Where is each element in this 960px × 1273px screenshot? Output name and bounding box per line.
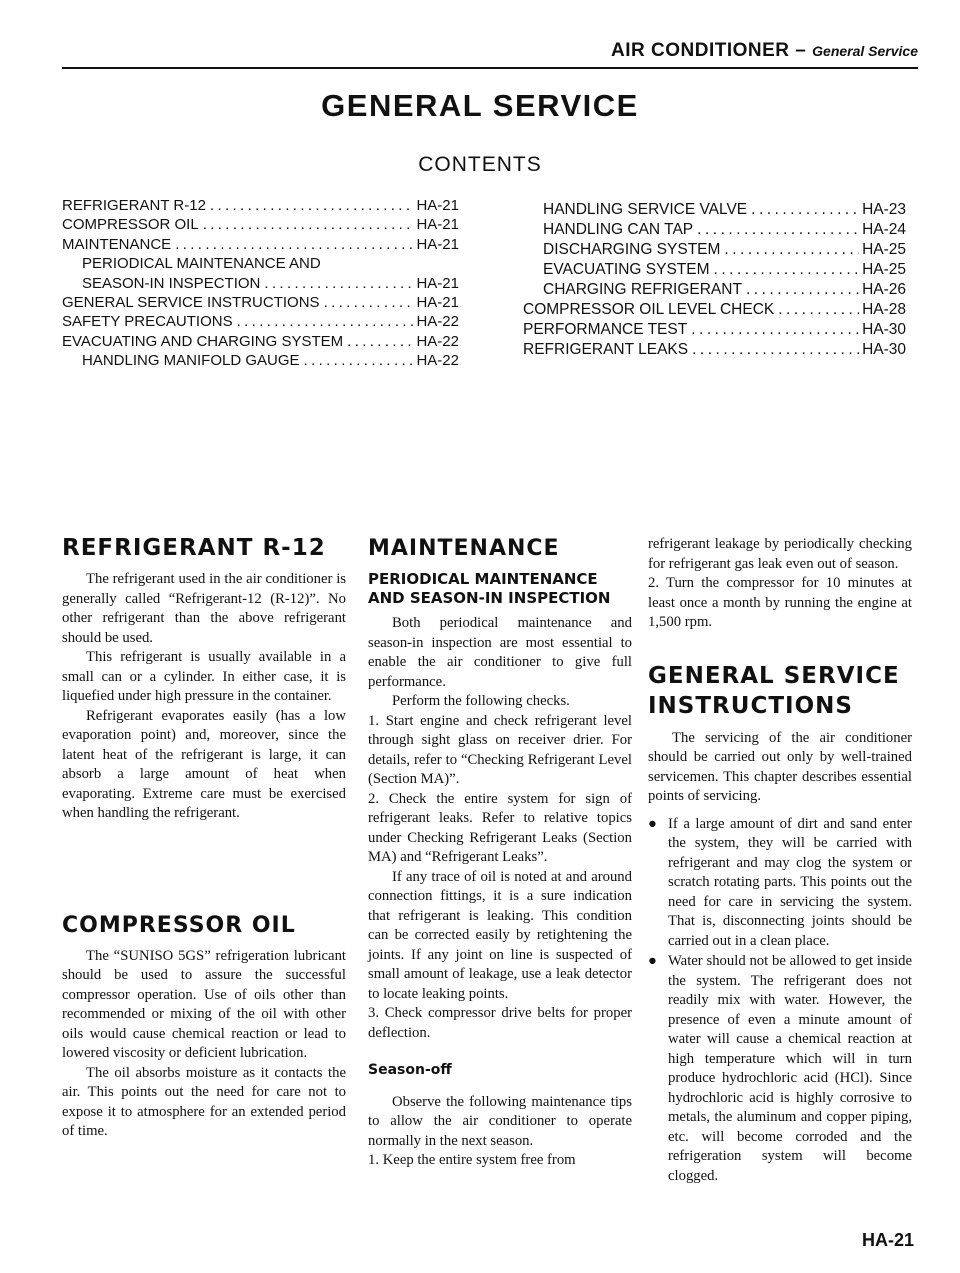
- heading-periodical-maintenance: PERIODICAL MAINTENANCE AND SEASON-IN INSPECTION: [368, 570, 611, 607]
- toc-entry: [523, 200, 906, 220]
- toc-entry: [523, 340, 906, 360]
- toc-right-column: [523, 200, 906, 360]
- header-main: AIR CONDITIONER: [611, 40, 790, 61]
- toc-entry: [62, 293, 459, 312]
- header-separator: –: [789, 40, 813, 61]
- toc-entry-page: HA-21: [416, 274, 459, 292]
- toc-entry-title: REFRIGERANT LEAKS: [523, 341, 689, 358]
- toc-entry-title: COMPRESSOR OIL: [62, 216, 199, 234]
- header-rule: [62, 67, 918, 69]
- toc-leader-dots: [175, 235, 413, 254]
- paragraph: The servicing of the air conditioner should be carried out only by well-trained servicemen. This chapter describes essential points of servicing.: [648, 729, 912, 804]
- contents-title: CONTENTS: [418, 153, 542, 176]
- toc-entry-title: SAFETY PRECAUTIONS: [62, 313, 233, 331]
- heading-refrigerant-r12: REFRIGERANT R-12: [62, 535, 326, 561]
- paragraph: Perform the following checks.: [392, 693, 570, 709]
- toc-entry-page: HA-24: [862, 221, 906, 238]
- toc-entry-title: PERIODICAL MAINTENANCE AND: [82, 255, 321, 273]
- toc-entry: [523, 240, 906, 260]
- toc-leader-dots: [714, 260, 860, 280]
- bullet-item: [648, 952, 912, 1186]
- toc-entry-title: DISCHARGING SYSTEM: [543, 241, 721, 258]
- toc-entry-page: HA-22: [416, 352, 459, 370]
- toc-entry: [62, 235, 459, 254]
- paragraph: Both periodical maintenance and season-in inspection are most essential to enable the air conditioner to give full performance.: [368, 615, 632, 690]
- paragraph: This refrigerant is usually available in a small can or a cylinder. In either case, it is liquefied under high pressure in the container.: [62, 649, 346, 704]
- text-column-3: [648, 535, 912, 1186]
- toc-leader-dots: [264, 274, 413, 293]
- heading-general-service-instructions: GENERAL SERVICE INSTRUCTIONS: [648, 662, 900, 719]
- toc-entry-page: HA-25: [862, 261, 906, 278]
- toc-entry: [523, 260, 906, 280]
- spacer: [62, 824, 346, 912]
- paragraph: refrigerant leakage by periodically checking for refrigerant gas leak even out of season.: [648, 536, 912, 572]
- toc-entry-title: MAINTENANCE: [62, 235, 172, 253]
- toc-entry-page: HA-28: [862, 301, 906, 318]
- toc-entry-title: HANDLING CAN TAP: [543, 221, 694, 238]
- toc-entry: [62, 274, 459, 293]
- toc-leader-dots: [692, 340, 859, 360]
- paragraph: Refrigerant evaporates easily (has a low evaporation point) and, moreover, since the latent heat of the refrigerant is large, it can absorb a large amount of heat when evaporating. Extreme care must be exercised when handling the refrigerant.: [62, 707, 346, 821]
- text-column-1: [62, 535, 346, 1142]
- page-number: HA-21: [861, 1230, 914, 1250]
- toc-entry-page: HA-30: [862, 341, 906, 358]
- toc-entry-page: HA-21: [416, 216, 459, 234]
- numbered-step: 1. Start engine and check refrigerant level through sight glass on receiver drier. For details, refer to “Checking Refrigerant Level (Section MA)”.: [368, 712, 632, 787]
- numbered-step: 2. Turn the compressor for 10 minutes at least once a month by running the engine at 1,500 rpm.: [648, 575, 912, 630]
- toc-entry-title: PERFORMANCE TEST: [523, 321, 688, 338]
- toc-entry-title: GENERAL SERVICE INSTRUCTIONS: [62, 294, 320, 312]
- bullet-icon: ●: [648, 953, 657, 969]
- toc-entry-page: HA-30: [862, 321, 906, 338]
- paragraph: Observe the following maintenance tips to allow the air conditioner to operate normally in the next season.: [368, 1093, 632, 1149]
- toc-entry: [523, 280, 906, 300]
- paragraph: The refrigerant used in the air conditioner is generally called “Refrigerant-12 (R-12)”. No other refrigerant than the above refrigerant should be used.: [62, 571, 346, 646]
- toc-entry: [523, 320, 906, 340]
- toc-left-column: [62, 196, 459, 371]
- toc-entry-page: HA-26: [862, 281, 906, 298]
- toc-leader-dots: [751, 200, 859, 220]
- toc-entry: [523, 220, 906, 240]
- toc-leader-dots: [237, 312, 414, 331]
- toc-entry: [62, 196, 459, 215]
- toc-entry: [62, 332, 459, 351]
- heading-maintenance: MAINTENANCE: [368, 536, 560, 561]
- toc-leader-dots: [691, 320, 859, 340]
- toc-entry-title: SEASON-IN INSPECTION: [82, 274, 261, 292]
- toc-entry: [62, 215, 459, 234]
- toc-leader-dots: [324, 293, 414, 312]
- bullet-icon: ●: [648, 815, 657, 832]
- toc-entry-page: HA-21: [416, 235, 459, 253]
- toc-entry: [62, 351, 459, 370]
- heading-season-off: Season-off: [368, 1062, 452, 1078]
- toc-entry-page: HA-25: [862, 241, 906, 258]
- text-column-2: [368, 535, 632, 1171]
- toc-leader-dots: [778, 300, 859, 320]
- paragraph: The “SUNISO 5GS” refrigeration lubricant should be used to assure the successful compressor operation. Use of oils other than recommended or mixing of the oil with other oils would cause chemical reaction or lead to lowered viscosity or deficient lubrication.: [62, 947, 346, 1061]
- numbered-step: 3. Check compressor drive belts for proper deflection.: [368, 1005, 632, 1041]
- toc-leader-dots: [697, 220, 859, 240]
- paragraph: If any trace of oil is noted at and around connection fittings, it is a sure indication that refrigerant is leaking. This condition can be corrected easily by retightening the joints. If any joint on line is suspected of small amount of leakage, use a leak detector to locate leaking points.: [368, 868, 632, 1002]
- paragraph: The oil absorbs moisture as it contacts the air. This points out the need for care not to expose it to atmosphere for an extended period of time.: [62, 1064, 346, 1139]
- toc-entry-title: HANDLING MANIFOLD GAUGE: [82, 352, 300, 370]
- toc-leader-dots: [746, 280, 859, 300]
- bullet-text: Water should not be allowed to get inside the system. The refrigerant does not readily mix with water. However, the presence of even a minute amount of water will cause a chemical reaction at high temperature which will in turn produce hydrochloric acid (HCl). Since hydrochloric acid is highly corrosive to metals, the aluminum and copper piping, etc. will become corroded and the refrigeration system will become clogged.: [668, 953, 912, 1184]
- toc-entry-title: REFRIGERANT R-12: [62, 197, 206, 214]
- toc-leader-dots: [347, 332, 413, 351]
- toc-leader-dots: [203, 215, 414, 234]
- toc-leader-dots: [210, 196, 414, 215]
- toc-entry-page: HA-22: [416, 332, 459, 350]
- numbered-step: 1. Keep the entire system free from: [368, 1152, 576, 1168]
- bullet-text: If a large amount of dirt and sand enter the system, they will be carried with refrigerant and may clog the system or scratch rotating parts. This points out the need for care in servicing the system. That is, disconnecting joints should be carried out in a clean place.: [668, 815, 912, 949]
- toc-entry-title: EVACUATING SYSTEM: [543, 261, 710, 278]
- toc-entry-page: HA-21: [416, 197, 459, 214]
- header-text: [611, 40, 918, 62]
- page-title: GENERAL SERVICE: [321, 88, 639, 123]
- toc-entry: [62, 312, 459, 331]
- header-sub: General Service: [812, 43, 918, 59]
- toc-leader-dots: [724, 240, 859, 260]
- running-header: [62, 40, 918, 72]
- toc-leader-dots: [304, 351, 414, 370]
- toc-entry-title: CHARGING REFRIGERANT: [543, 281, 742, 298]
- toc-entry-title: EVACUATING AND CHARGING SYSTEM: [62, 332, 344, 350]
- toc-entry-title: HANDLING SERVICE VALVE: [543, 201, 748, 218]
- toc-entry: [523, 300, 906, 320]
- bullet-item: [648, 815, 912, 952]
- toc-entry-title: COMPRESSOR OIL LEVEL CHECK: [523, 301, 775, 318]
- toc-entry-page: HA-22: [416, 313, 459, 331]
- spacer: [648, 633, 912, 661]
- heading-compressor-oil: COMPRESSOR OIL: [62, 912, 296, 938]
- toc-entry-page: HA-23: [862, 201, 906, 218]
- toc-entry-page: HA-21: [416, 294, 459, 312]
- toc-entry: [62, 254, 459, 273]
- numbered-step: 2. Check the entire system for sign of refrigerant leaks. Refer to relative topics under Checking Refrigerant Leaks (Section MA) and “Refrigerant Leaks”.: [368, 790, 632, 865]
- bullet-list: [648, 815, 912, 1187]
